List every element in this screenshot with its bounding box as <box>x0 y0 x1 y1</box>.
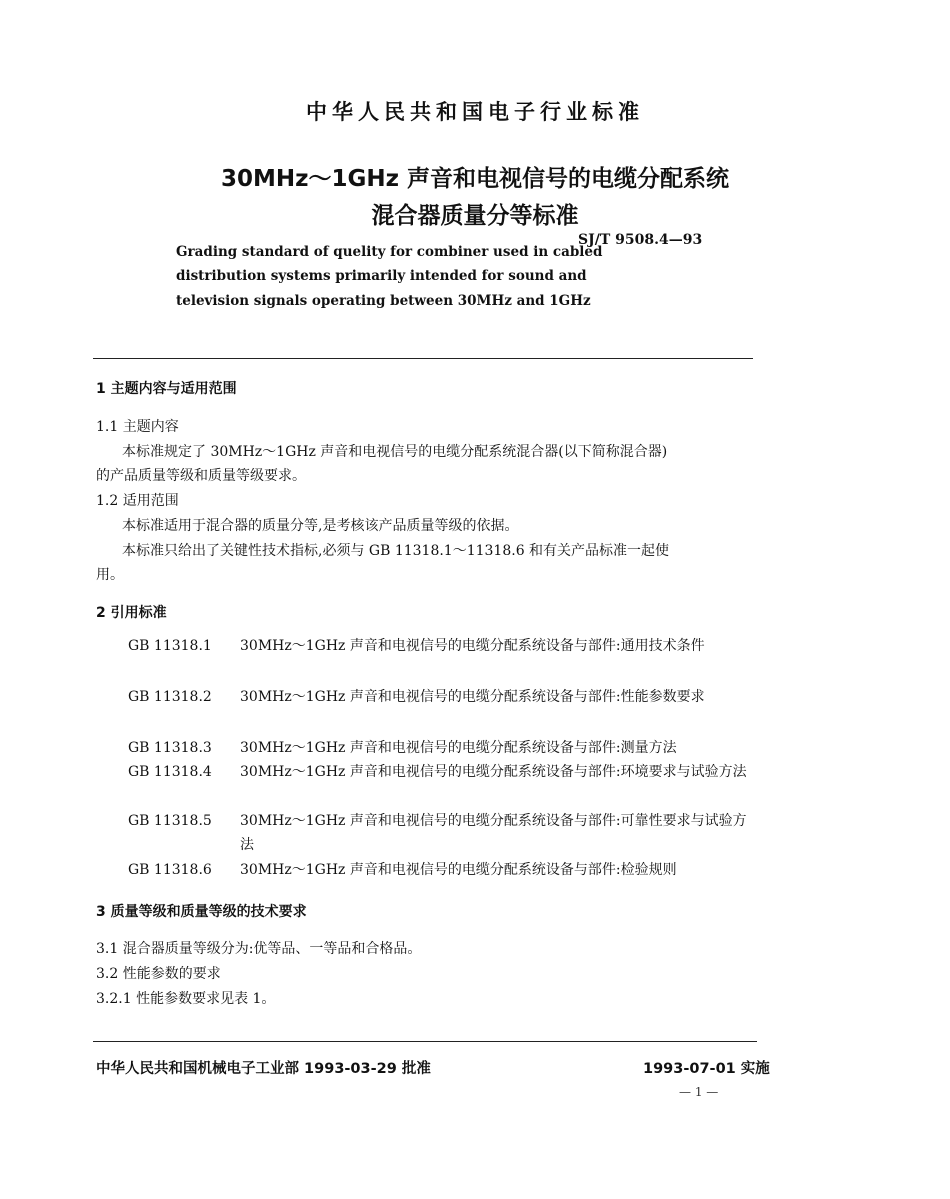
section-1-2-paragraph-1: 本标准适用于混合器的质量分等,是考核该产品质量等级的依据。 <box>122 518 519 534</box>
reference-code: GB 11318.1 <box>128 638 212 654</box>
reference-title: 30MHz～1GHz 声音和电视信号的电缆分配系统设备与部件:测量方法 <box>240 740 677 756</box>
section-3-2-1: 3.2.1 性能参数要求见表 1。 <box>96 991 276 1007</box>
reference-title: 30MHz～1GHz 声音和电视信号的电缆分配系统设备与部件:环境要求与试验方法 <box>240 764 747 780</box>
document-title-line1: 30MHz～1GHz 声音和电视信号的电缆分配系统 <box>220 166 730 192</box>
reference-code: GB 11318.6 <box>128 862 212 878</box>
section-3-heading: 3 质量等级和质量等级的技术要求 <box>96 904 307 920</box>
footer-divider <box>93 1041 757 1042</box>
section-3-2-heading: 3.2 性能参数的要求 <box>96 966 221 982</box>
standard-code: SJ/T 9508.4—93 <box>578 232 703 248</box>
section-3-1: 3.1 混合器质量等级分为:优等品、一等品和合格品。 <box>96 941 422 957</box>
reference-code: GB 11318.2 <box>128 689 212 705</box>
section-1-1-paragraph-cont: 的产品质量等级和质量等级要求。 <box>96 468 306 484</box>
reference-title: 30MHz～1GHz 声音和电视信号的电缆分配系统设备与部件:通用技术条件 <box>240 638 705 654</box>
reference-code: GB 11318.5 <box>128 813 212 829</box>
section-1-1-heading: 1.1 主题内容 <box>96 419 179 435</box>
section-1-2-heading: 1.2 适用范围 <box>96 493 179 509</box>
english-title-line3: television signals operating between 30MHz and 1GHz <box>176 293 591 309</box>
section-2-heading: 2 引用标准 <box>96 605 167 621</box>
reference-title: 30MHz～1GHz 声音和电视信号的电缆分配系统设备与部件:性能参数要求 <box>240 689 705 705</box>
section-1-heading: 1 主题内容与适用范围 <box>96 381 237 397</box>
reference-title: 30MHz～1GHz 声音和电视信号的电缆分配系统设备与部件:可靠性要求与试验方法 <box>240 813 747 853</box>
section-1-2-paragraph-2-cont: 用。 <box>96 567 124 583</box>
approval-note: 中华人民共和国机械电子工业部 1993-03-29 批准 <box>96 1061 431 1077</box>
section-1-1-paragraph: 本标准规定了 30MHz～1GHz 声音和电视信号的电缆分配系统混合器(以下简称混合器) <box>122 444 668 460</box>
document-title-line2: 混合器质量分等标准 <box>371 203 579 229</box>
english-title-line1: Grading standard of quelity for combiner used in cabled <box>176 244 603 260</box>
implementation-date: 1993-07-01 实施 <box>643 1061 770 1077</box>
reference-title: 30MHz～1GHz 声音和电视信号的电缆分配系统设备与部件:检验规则 <box>240 862 677 878</box>
section-1-2-paragraph-2: 本标准只给出了关键性技术指标,必须与 GB 11318.1～11318.6 和有关产品标准一起使 <box>122 543 670 559</box>
english-title-line2: distribution systems primarily intended for sound and <box>176 268 587 284</box>
header-divider <box>93 358 753 359</box>
industry-standard-header: 中华人民共和国电子行业标准 <box>306 100 644 124</box>
reference-code: GB 11318.3 <box>128 740 212 756</box>
reference-code: GB 11318.4 <box>128 764 212 780</box>
page-number: — 1 — <box>679 1085 719 1099</box>
